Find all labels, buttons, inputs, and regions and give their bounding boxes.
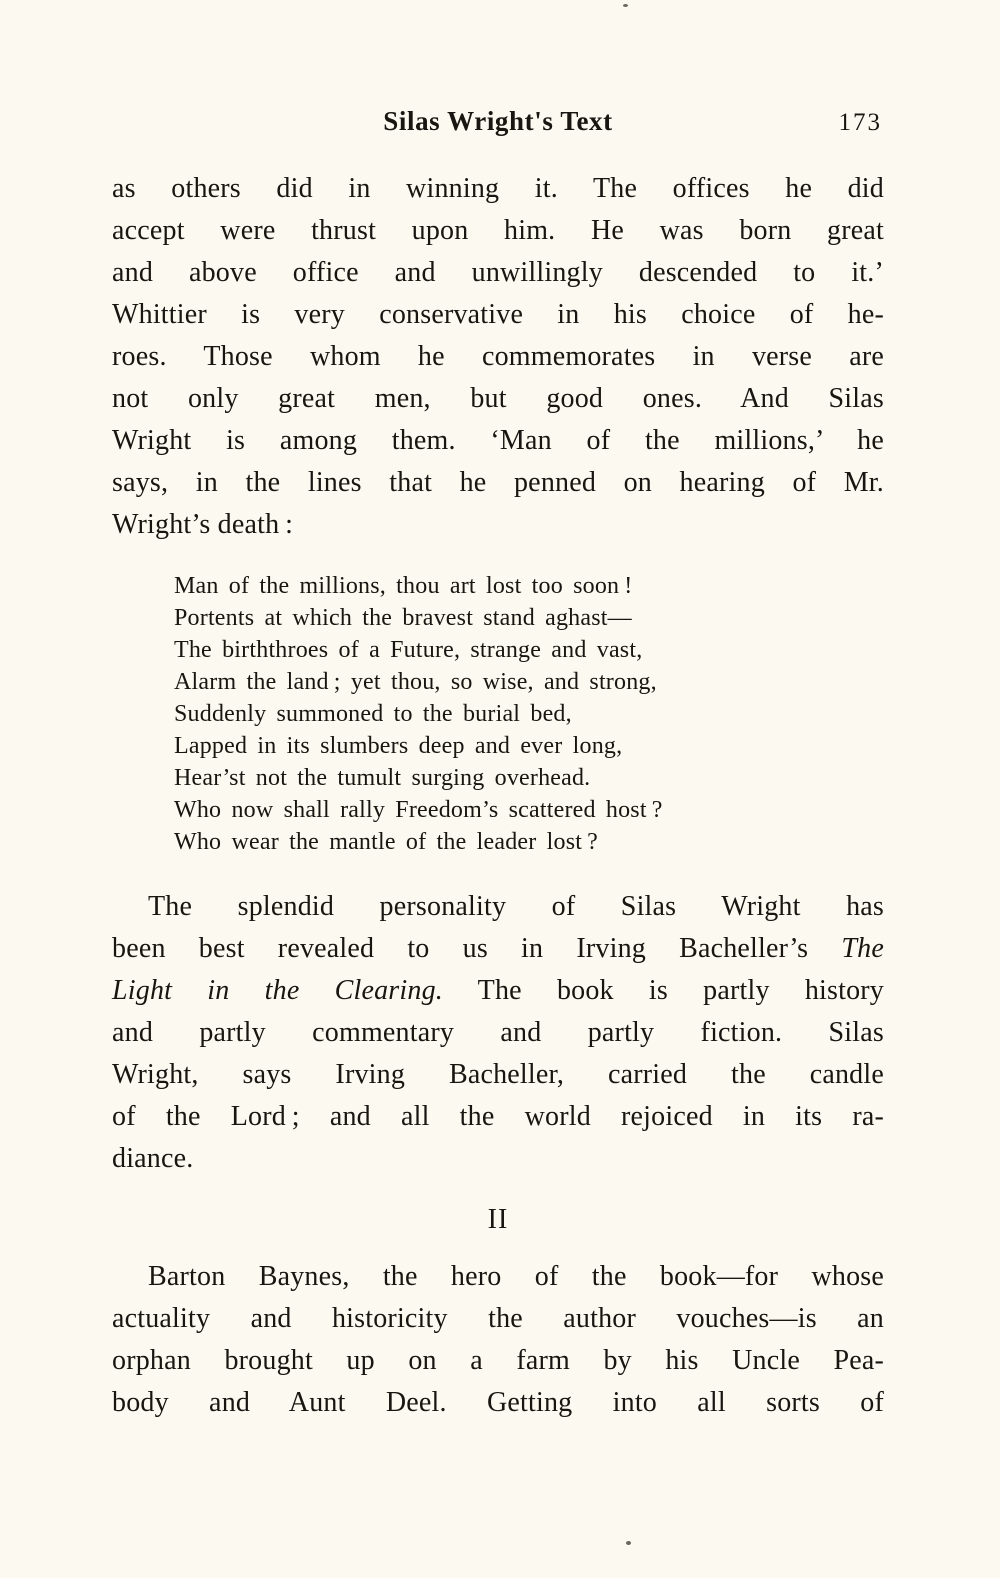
text-line: diance. bbox=[112, 1143, 194, 1174]
section-heading: II bbox=[487, 1204, 509, 1235]
text-line: Wright, says Irving Bacheller, carried the candle bbox=[112, 1059, 884, 1090]
text-line: not only great men, but good ones. And Silas bbox=[112, 383, 884, 414]
text-line: roes. Those whom he commemorates in verse are bbox=[112, 341, 884, 372]
text-line: The splendid personality of Silas Wright has bbox=[148, 891, 884, 922]
book-title-italic: Light in the Clearing. bbox=[112, 975, 443, 1006]
poem-line: Man of the millions, thou art lost too soon ! bbox=[174, 573, 633, 599]
text-line: says, in the lines that he penned on hearing of Mr. bbox=[112, 467, 884, 498]
scan-artifact-bottom bbox=[626, 1541, 631, 1545]
text-line: accept were thrust upon him. He was born great bbox=[112, 215, 884, 246]
text-line: body and Aunt Deel. Getting into all sorts of bbox=[112, 1387, 884, 1418]
page-content bbox=[112, 106, 884, 1424]
text-line: Wright’s death : bbox=[112, 509, 294, 540]
poem-line: Portents at which the bravest stand aghast— bbox=[174, 605, 632, 631]
poem-line: Hear’st not the tumult surging overhead. bbox=[174, 765, 591, 791]
text-line bbox=[112, 928, 884, 970]
paragraph-1 bbox=[112, 168, 884, 546]
page-number: 173 bbox=[838, 109, 882, 136]
text-line: of the Lord ; and all the world rejoiced in its ra- bbox=[112, 1101, 884, 1132]
poem-line: Lapped in its slumbers deep and ever long, bbox=[174, 733, 623, 759]
text-line: Barton Baynes, the hero of the book—for whose bbox=[148, 1261, 884, 1292]
text-line: Whittier is very conservative in his choice of he- bbox=[112, 299, 884, 330]
paragraph-3 bbox=[112, 1256, 884, 1424]
poem-line: The birththroes of a Future, strange and vast, bbox=[174, 637, 643, 663]
text-segment: been best revealed to us in Irving Bacheller’s bbox=[112, 933, 842, 964]
text-line: orphan brought up on a farm by his Uncle Pea- bbox=[112, 1345, 884, 1376]
scan-artifact-top bbox=[623, 4, 628, 7]
text-line: Wright is among them. ‘Man of the millions,’ he bbox=[112, 425, 884, 456]
poem-line: Suddenly summoned to the burial bed, bbox=[174, 701, 572, 727]
text-line bbox=[112, 970, 884, 1012]
poem-line: Who wear the mantle of the leader lost ? bbox=[174, 829, 598, 855]
text-line: as others did in winning it. The offices he did bbox=[112, 173, 884, 204]
page-header bbox=[112, 106, 884, 144]
running-head-title: Silas Wright's Text bbox=[383, 106, 613, 136]
text-line: and partly commentary and partly fiction. Silas bbox=[112, 1017, 884, 1048]
text-line: and above office and unwillingly descended to it.’ bbox=[112, 257, 884, 288]
poem-line: Who now shall rally Freedom’s scattered host ? bbox=[174, 797, 663, 823]
paragraph-2 bbox=[112, 886, 884, 1180]
text-segment: The book is partly history bbox=[442, 975, 884, 1006]
text-line: actuality and historicity the author vouches—is an bbox=[112, 1303, 884, 1334]
poem-line: Alarm the land ; yet thou, so wise, and strong, bbox=[174, 669, 657, 695]
poem-block bbox=[174, 570, 884, 858]
book-title-italic: The bbox=[841, 933, 884, 964]
